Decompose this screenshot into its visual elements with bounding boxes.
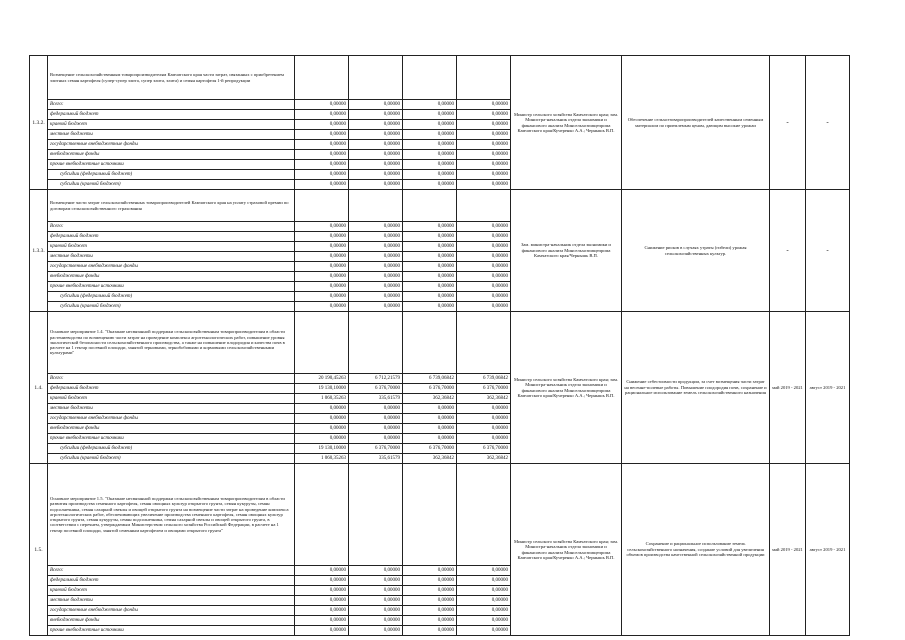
budget-value: 0,00000 [457, 302, 511, 312]
budget-value: 0,00000 [295, 130, 349, 140]
end-date: - [806, 56, 850, 190]
budget-source-label: Всего: [48, 566, 295, 576]
budget-value: 0,00000 [457, 282, 511, 292]
budget-value: 0,00000 [457, 160, 511, 170]
budget-source-label: субсидии (краевой бюджет) [48, 454, 295, 464]
budget-value: 0,00000 [403, 302, 457, 312]
budget-value: 0,00000 [349, 110, 403, 120]
budget-value: 0,00000 [295, 100, 349, 110]
budget-value: 6 376,70000 [349, 444, 403, 454]
budget-source-label: местные бюджеты [48, 252, 295, 262]
budget-value: 0,00000 [349, 434, 403, 444]
section-number: 1.5. [30, 464, 48, 636]
budget-source-label: прочие внебюджетные источники [48, 434, 295, 444]
budget-source-label: внебюджетные фонды [48, 150, 295, 160]
budget-value: 0,00000 [403, 130, 457, 140]
budget-value: 0,00000 [349, 120, 403, 130]
budget-value: 0,00000 [403, 414, 457, 424]
budget-value: 0,00000 [295, 170, 349, 180]
section-description: Основное мероприятие 1.4. "Оказание несвязанной поддержки сельскохозяйственным товаропроизводителям в области растениеводства по возмещению части затрат на проведение комплекса агротехнологических работ, повышение уровня экологической безопасности сельскохозяйственного производства, а также на повышение плодородия и качества почв в расчете на 1 гектар посевной площади, занятой зерновыми, зернобобовыми и кормовыми сельскохозяйственными культурами" [48, 312, 295, 374]
empty-cell [349, 56, 403, 100]
start-date: - [770, 190, 806, 312]
budget-value: 0,00000 [403, 576, 457, 586]
end-date: август 2019 - 2021 [806, 464, 850, 636]
budget-value: 0,00000 [457, 626, 511, 636]
empty-cell [295, 56, 349, 100]
budget-value: 0,00000 [349, 616, 403, 626]
section-header-row [30, 312, 850, 374]
budget-value: 6 376,70000 [403, 444, 457, 454]
budget-value: 362,36842 [403, 454, 457, 464]
budget-value: 0,00000 [457, 110, 511, 120]
budget-table-page [29, 55, 850, 636]
budget-source-label: местные бюджеты [48, 404, 295, 414]
budget-value: 0,00000 [403, 616, 457, 626]
budget-value: 0,00000 [403, 222, 457, 232]
budget-source-label: Всего: [48, 222, 295, 232]
budget-value: 0,00000 [349, 566, 403, 576]
budget-value: 0,00000 [349, 140, 403, 150]
budget-value: 0,00000 [295, 404, 349, 414]
budget-value: 0,00000 [295, 232, 349, 242]
budget-value: 1 060,35263 [295, 454, 349, 464]
budget-value: 0,00000 [403, 232, 457, 242]
responsible-executor: Министр сельского хозяйства Камчатского края; зам. Министра-начальник отдела экономики и финансового анализа Минсельхозпищепрома Камчатского края/Кучеренко А.А.; Чернышь В.П. [511, 56, 622, 190]
start-date: - [770, 56, 806, 190]
budget-value: 0,00000 [457, 120, 511, 130]
budget-value: 0,00000 [295, 434, 349, 444]
budget-source-label: прочие внебюджетные источники [48, 282, 295, 292]
empty-cell [403, 312, 457, 374]
budget-value: 0,00000 [457, 434, 511, 444]
budget-value: 0,00000 [349, 414, 403, 424]
budget-value: 0,00000 [295, 120, 349, 130]
budget-value: 0,00000 [457, 424, 511, 434]
budget-value: 0,00000 [457, 566, 511, 576]
section-header-row [30, 56, 850, 100]
responsible-executor: Зам. министра-начальник отдела экономики и финансового анализа Минсельхозпищепрома Камчатского края/Чернышь В.П. [511, 190, 622, 312]
budget-value: 0,00000 [295, 180, 349, 190]
start-date: май 2019 - 2021 [770, 312, 806, 464]
budget-value: 0,00000 [403, 626, 457, 636]
budget-value: 0,00000 [295, 222, 349, 232]
budget-value: 0,00000 [403, 100, 457, 110]
budget-value: 20 190,45263 [295, 374, 349, 384]
section-number: 1.3.3. [30, 190, 48, 312]
budget-value: 0,00000 [349, 606, 403, 616]
budget-value: 0,00000 [403, 150, 457, 160]
budget-value: 0,00000 [457, 140, 511, 150]
budget-source-label: Всего: [48, 100, 295, 110]
budget-source-label: субсидии (федеральный бюджет) [48, 444, 295, 454]
budget-value: 0,00000 [403, 424, 457, 434]
budget-value: 0,00000 [457, 130, 511, 140]
budget-value: 0,00000 [457, 606, 511, 616]
budget-source-label: субсидии (краевой бюджет) [48, 180, 295, 190]
budget-source-label: краевой бюджет [48, 586, 295, 596]
budget-value: 0,00000 [349, 272, 403, 282]
empty-cell [403, 464, 457, 566]
budget-value: 0,00000 [295, 576, 349, 586]
budget-value: 0,00000 [295, 616, 349, 626]
budget-value: 6 739,06842 [457, 374, 511, 384]
budget-source-label: краевой бюджет [48, 120, 295, 130]
budget-value: 19 130,10000 [295, 444, 349, 454]
budget-source-label: краевой бюджет [48, 394, 295, 404]
end-date: - [806, 190, 850, 312]
section-number: 1.4. [30, 312, 48, 464]
budget-value: 19 130,10000 [295, 384, 349, 394]
budget-value: 0,00000 [457, 272, 511, 282]
budget-source-label: государственные внебюджетные фонды [48, 140, 295, 150]
empty-cell [457, 190, 511, 222]
budget-value: 0,00000 [403, 120, 457, 130]
budget-value: 0,00000 [403, 292, 457, 302]
budget-value: 0,00000 [349, 160, 403, 170]
budget-value: 0,00000 [349, 150, 403, 160]
budget-value: 0,00000 [295, 424, 349, 434]
empty-cell [295, 312, 349, 374]
budget-source-label: федеральный бюджет [48, 110, 295, 120]
budget-value: 0,00000 [349, 130, 403, 140]
budget-value: 0,00000 [403, 586, 457, 596]
budget-source-label: федеральный бюджет [48, 384, 295, 394]
budget-value: 0,00000 [457, 404, 511, 414]
budget-value: 0,00000 [457, 596, 511, 606]
empty-cell [295, 464, 349, 566]
empty-cell [349, 464, 403, 566]
budget-source-label: внебюджетные фонды [48, 424, 295, 434]
end-date: август 2019 - 2021 [806, 312, 850, 464]
budget-value: 0,00000 [403, 252, 457, 262]
section-header-row [30, 464, 850, 566]
budget-value: 0,00000 [295, 282, 349, 292]
empty-cell [403, 56, 457, 100]
budget-value: 0,00000 [457, 292, 511, 302]
budget-value: 0,00000 [295, 252, 349, 262]
budget-value: 0,00000 [403, 262, 457, 272]
empty-cell [457, 464, 511, 566]
budget-value: 0,00000 [349, 262, 403, 272]
budget-source-label: внебюджетные фонды [48, 272, 295, 282]
budget-value: 0,00000 [403, 606, 457, 616]
empty-cell [403, 190, 457, 222]
budget-value: 0,00000 [295, 292, 349, 302]
budget-value: 6 376,70000 [457, 384, 511, 394]
budget-value: 0,00000 [349, 424, 403, 434]
budget-value: 0,00000 [295, 150, 349, 160]
budget-value: 1 060,35263 [295, 394, 349, 404]
budget-value: 0,00000 [295, 242, 349, 252]
budget-value: 0,00000 [403, 140, 457, 150]
budget-value: 0,00000 [295, 272, 349, 282]
budget-value: 6 376,70000 [403, 384, 457, 394]
budget-value: 0,00000 [403, 434, 457, 444]
budget-value: 0,00000 [295, 626, 349, 636]
budget-value: 0,00000 [349, 626, 403, 636]
budget-value: 0,00000 [457, 586, 511, 596]
budget-source-label: государственные внебюджетные фонды [48, 262, 295, 272]
budget-value: 0,00000 [457, 242, 511, 252]
empty-cell [457, 312, 511, 374]
budget-value: 0,00000 [457, 616, 511, 626]
budget-value: 335,61579 [349, 394, 403, 404]
budget-value: 0,00000 [349, 596, 403, 606]
expected-result: Обеспечение сельхозтоваропроизводителей качественным семенным материалом по приемлемым ценам, дающим высокие урожаи [622, 56, 770, 190]
section-number: 1.3.2. [30, 56, 48, 190]
budget-value: 0,00000 [457, 222, 511, 232]
budget-value: 0,00000 [295, 606, 349, 616]
budget-value: 0,00000 [349, 576, 403, 586]
budget-value: 335,61579 [349, 454, 403, 464]
responsible-executor: Министр сельского хозяйства Камчатского края; зам. Министра-начальник отдела экономики и финансового анализа Минсельхозпищепрома Камчатского края/Кучеренко А.А.; Чернышь В.П. [511, 312, 622, 464]
budget-value: 0,00000 [403, 272, 457, 282]
budget-value: 0,00000 [349, 222, 403, 232]
expected-result: Сохранение и рациональное использование земель сельскохозяйственного назначения, создание условий для увеличения объемов производства качественной сельскохозяйственной продукции [622, 464, 770, 636]
budget-value: 0,00000 [403, 170, 457, 180]
budget-value: 0,00000 [349, 282, 403, 292]
empty-cell [295, 190, 349, 222]
budget-value: 0,00000 [403, 110, 457, 120]
budget-value: 0,00000 [349, 586, 403, 596]
budget-value: 0,00000 [295, 110, 349, 120]
budget-value: 0,00000 [349, 242, 403, 252]
budget-source-label: федеральный бюджет [48, 576, 295, 586]
budget-value: 0,00000 [295, 566, 349, 576]
budget-value: 0,00000 [349, 302, 403, 312]
budget-value: 0,00000 [457, 232, 511, 242]
budget-value: 0,00000 [457, 576, 511, 586]
budget-value: 362,36842 [457, 394, 511, 404]
budget-value: 0,00000 [457, 170, 511, 180]
budget-value: 0,00000 [403, 242, 457, 252]
budget-value: 0,00000 [349, 170, 403, 180]
budget-value: 0,00000 [403, 282, 457, 292]
budget-value: 0,00000 [457, 414, 511, 424]
budget-value: 0,00000 [403, 404, 457, 414]
empty-cell [457, 56, 511, 100]
section-description: Основное мероприятие 1.5. "Оказание несвязанной поддержки сельскохозяйственным товаропроизводителям в области развития производства семенного картофеля, семян овощных культур открытого грунта, семян кукурузы, семян подсолнечника, семян сахарной свеклы и овощей открытого грунта на возмещение части затрат на проведение комплекса агротехнологических работ, обеспечивающих увеличение производства семенного картофеля, семян овощных культур открытого грунта, семян кукурузы, семян подсолнечника, семян сахарной свеклы и овощей открытого грунта, в соответствии с перечнем, утверждаемым Министерством сельского хозяйства Российской Федерации, в расчете на 1 гектар посевной площади, занятой семенным картофелем и овощами открытого грунта" [48, 464, 295, 566]
expected-result: Снижение себестоимости продукции, за счет возмещения части затрат на весенне-полевые работы. Повышение плодородия почв, сохранение и рациональное использование земель сельскохозяйственного назначения [622, 312, 770, 464]
budget-value: 6 739,06842 [403, 374, 457, 384]
budget-source-label: краевой бюджет [48, 242, 295, 252]
budget-source-label: субсидии (федеральный бюджет) [48, 292, 295, 302]
budget-value: 0,00000 [457, 262, 511, 272]
budget-value: 0,00000 [349, 180, 403, 190]
budget-value: 0,00000 [457, 252, 511, 262]
budget-value: 0,00000 [403, 596, 457, 606]
budget-value: 0,00000 [349, 232, 403, 242]
budget-value: 362,36842 [457, 454, 511, 464]
budget-source-label: государственные внебюджетные фонды [48, 414, 295, 424]
budget-value: 0,00000 [457, 150, 511, 160]
budget-value: 0,00000 [295, 140, 349, 150]
budget-value: 0,00000 [403, 160, 457, 170]
budget-value: 0,00000 [349, 100, 403, 110]
budget-source-label: Всего: [48, 374, 295, 384]
section-description: Возмещение части затрат сельскохозяйственных товаропроизводителей Камчатского края на уплату страховой премии по договорам сельскохозяйственного страхования [48, 190, 295, 222]
budget-value: 6 376,70000 [349, 384, 403, 394]
budget-source-label: государственные внебюджетные фонды [48, 606, 295, 616]
budget-source-label: субсидии (федеральный бюджет) [48, 170, 295, 180]
budget-value: 0,00000 [403, 180, 457, 190]
budget-source-label: прочие внебюджетные источники [48, 626, 295, 636]
budget-source-label: федеральный бюджет [48, 232, 295, 242]
budget-value: 0,00000 [403, 566, 457, 576]
budget-source-label: местные бюджеты [48, 130, 295, 140]
section-description: Возмещение сельскохозяйственным товаропроизводителям Камчатского края части затрат, связанных с приобретением элитных семян картофеля (супер-супер элита, супер элита, элита) и семян картофеля 1-й репродукции [48, 56, 295, 100]
budget-source-label: субсидии (краевой бюджет) [48, 302, 295, 312]
budget-value: 0,00000 [295, 414, 349, 424]
budget-value: 0,00000 [295, 160, 349, 170]
budget-value: 0,00000 [295, 586, 349, 596]
budget-table [29, 55, 850, 636]
budget-value: 0,00000 [295, 596, 349, 606]
budget-value: 0,00000 [349, 252, 403, 262]
budget-value: 0,00000 [457, 100, 511, 110]
budget-value: 0,00000 [457, 180, 511, 190]
budget-value: 362,36842 [403, 394, 457, 404]
expected-result: Снижение рисков в случаях утраты (гибели) урожая сельскохозяйственных культур. [622, 190, 770, 312]
budget-value: 0,00000 [349, 404, 403, 414]
responsible-executor: Министр сельского хозяйства Камчатского края; зам. Министра-начальник отдела экономики и финансового анализа Минсельхозпищепрома Камчатского края/Кучеренко А.А.; Чернышь В.П. [511, 464, 622, 636]
empty-cell [349, 312, 403, 374]
budget-value: 0,00000 [295, 262, 349, 272]
budget-value: 6 376,70000 [457, 444, 511, 454]
budget-value: 6 712,21579 [349, 374, 403, 384]
budget-source-label: внебюджетные фонды [48, 616, 295, 626]
budget-table-body [30, 56, 850, 636]
budget-source-label: прочие внебюджетные источники [48, 160, 295, 170]
start-date: май 2019 - 2021 [770, 464, 806, 636]
empty-cell [349, 190, 403, 222]
section-header-row [30, 190, 850, 222]
budget-value: 0,00000 [295, 302, 349, 312]
budget-source-label: местные бюджеты [48, 596, 295, 606]
budget-value: 0,00000 [349, 292, 403, 302]
